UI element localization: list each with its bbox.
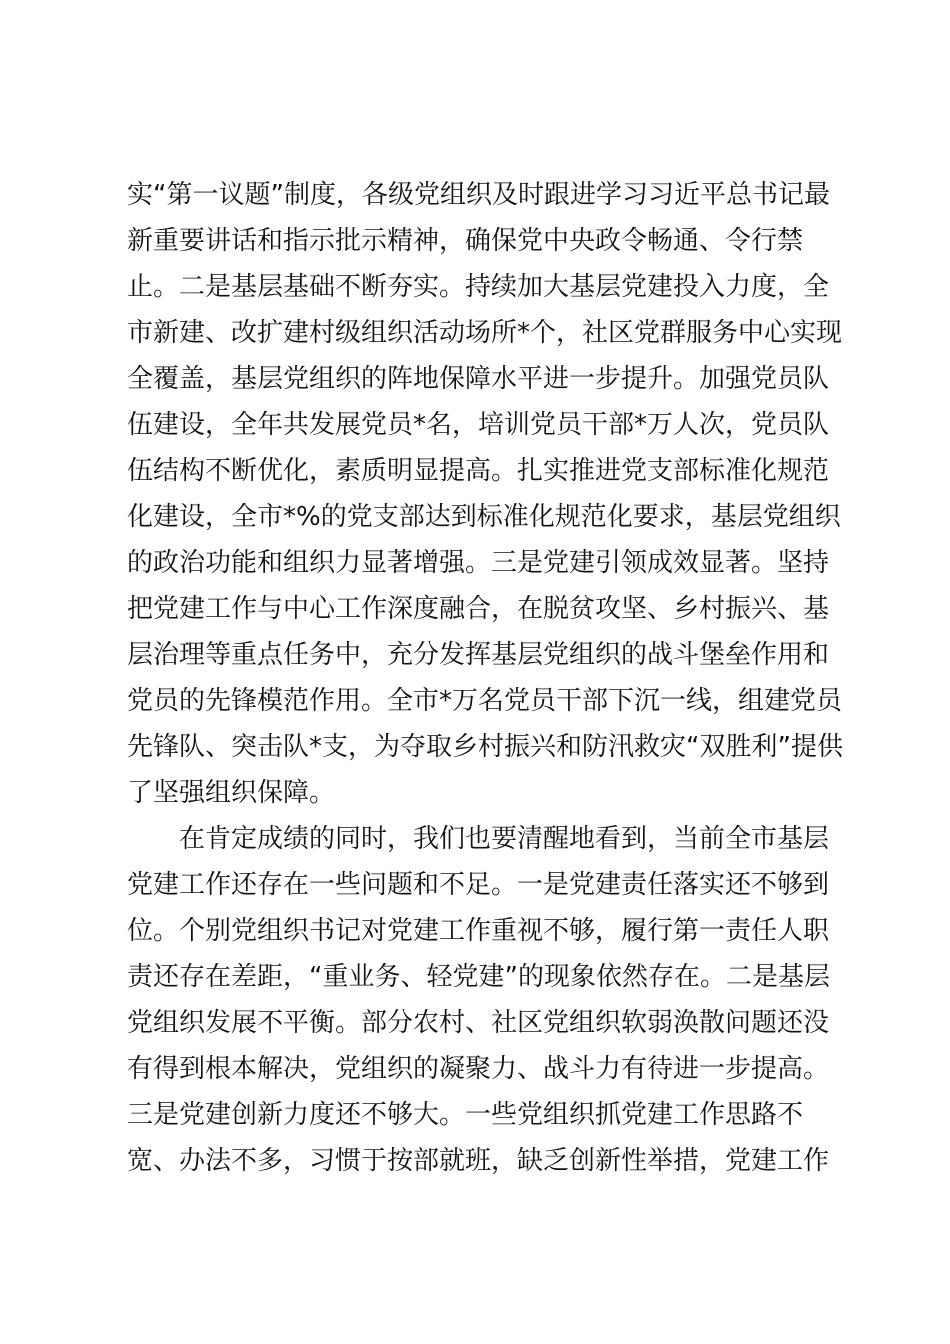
- document-body: [127, 172, 847, 1184]
- text-line: 化建设，全市*%的党支部达到标准化规范化要求，基层党组织: [127, 502, 841, 532]
- text-line: 三是党建创新力度还不够大。一些党组织抓党建工作思路不: [127, 1100, 804, 1130]
- text-line: 位。个别党组织书记对党建工作重视不够，履行第一责任人职: [127, 916, 830, 946]
- text-line: 止。二是基层基础不断夯实。持续加大基层党建投入力度，全: [127, 272, 830, 302]
- text-line: 党建工作还存在一些问题和不足。一是党建责任落实还不够到: [127, 870, 830, 900]
- text-line: 层治理等重点任务中，充分发挥基层党组织的战斗堡垒作用和: [127, 640, 830, 670]
- text-line: 在肯定成绩的同时，我们也要清醒地看到，当前全市基层: [179, 824, 830, 854]
- text-line: 了坚强组织保障。: [127, 778, 336, 808]
- text-line: 把党建工作与中心工作深度融合，在脱贫攻坚、乡村振兴、基: [127, 594, 830, 624]
- text-line: 责还存在差距，“重业务、轻党建”的现象依然存在。二是基层: [127, 962, 830, 992]
- text-line: 党组织发展不平衡。部分农村、社区党组织软弱涣散问题还没: [127, 1008, 830, 1038]
- text-line: 实“第一议题”制度，各级党组织及时跟进学习习近平总书记最: [127, 180, 830, 210]
- text-line: 有得到根本解决，党组织的凝聚力、战斗力有待进一步提高。: [127, 1054, 830, 1084]
- text-line: 党员的先锋模范作用。全市*万名党员干部下沉一线，组建党员: [127, 686, 843, 716]
- text-line: 伍结构不断优化，素质明显提高。扎实推进党支部标准化规范: [127, 456, 830, 486]
- paragraph-2: [127, 816, 847, 1184]
- text-line: 新重要讲话和指示批示精神，确保党中央政令畅通、令行禁: [127, 226, 804, 256]
- text-line: 先锋队、突击队*支，为夺取乡村振兴和防汛救灾“双胜利”提供: [127, 732, 843, 762]
- text-line: 市新建、改扩建村级组织活动场所*个，社区党群服务中心实现: [127, 318, 843, 348]
- text-line: 的政治功能和组织力显著增强。三是党建引领成效显著。坚持: [127, 548, 830, 578]
- text-line: 全覆盖，基层党组织的阵地保障水平进一步提升。加强党员队: [127, 364, 830, 394]
- text-line: 宽、办法不多，习惯于按部就班，缺乏创新性举措，党建工作: [127, 1146, 830, 1176]
- text-line: 伍建设，全年共发展党员*名，培训党员干部*万人次，党员队: [127, 410, 830, 440]
- paragraph-1: [127, 172, 847, 816]
